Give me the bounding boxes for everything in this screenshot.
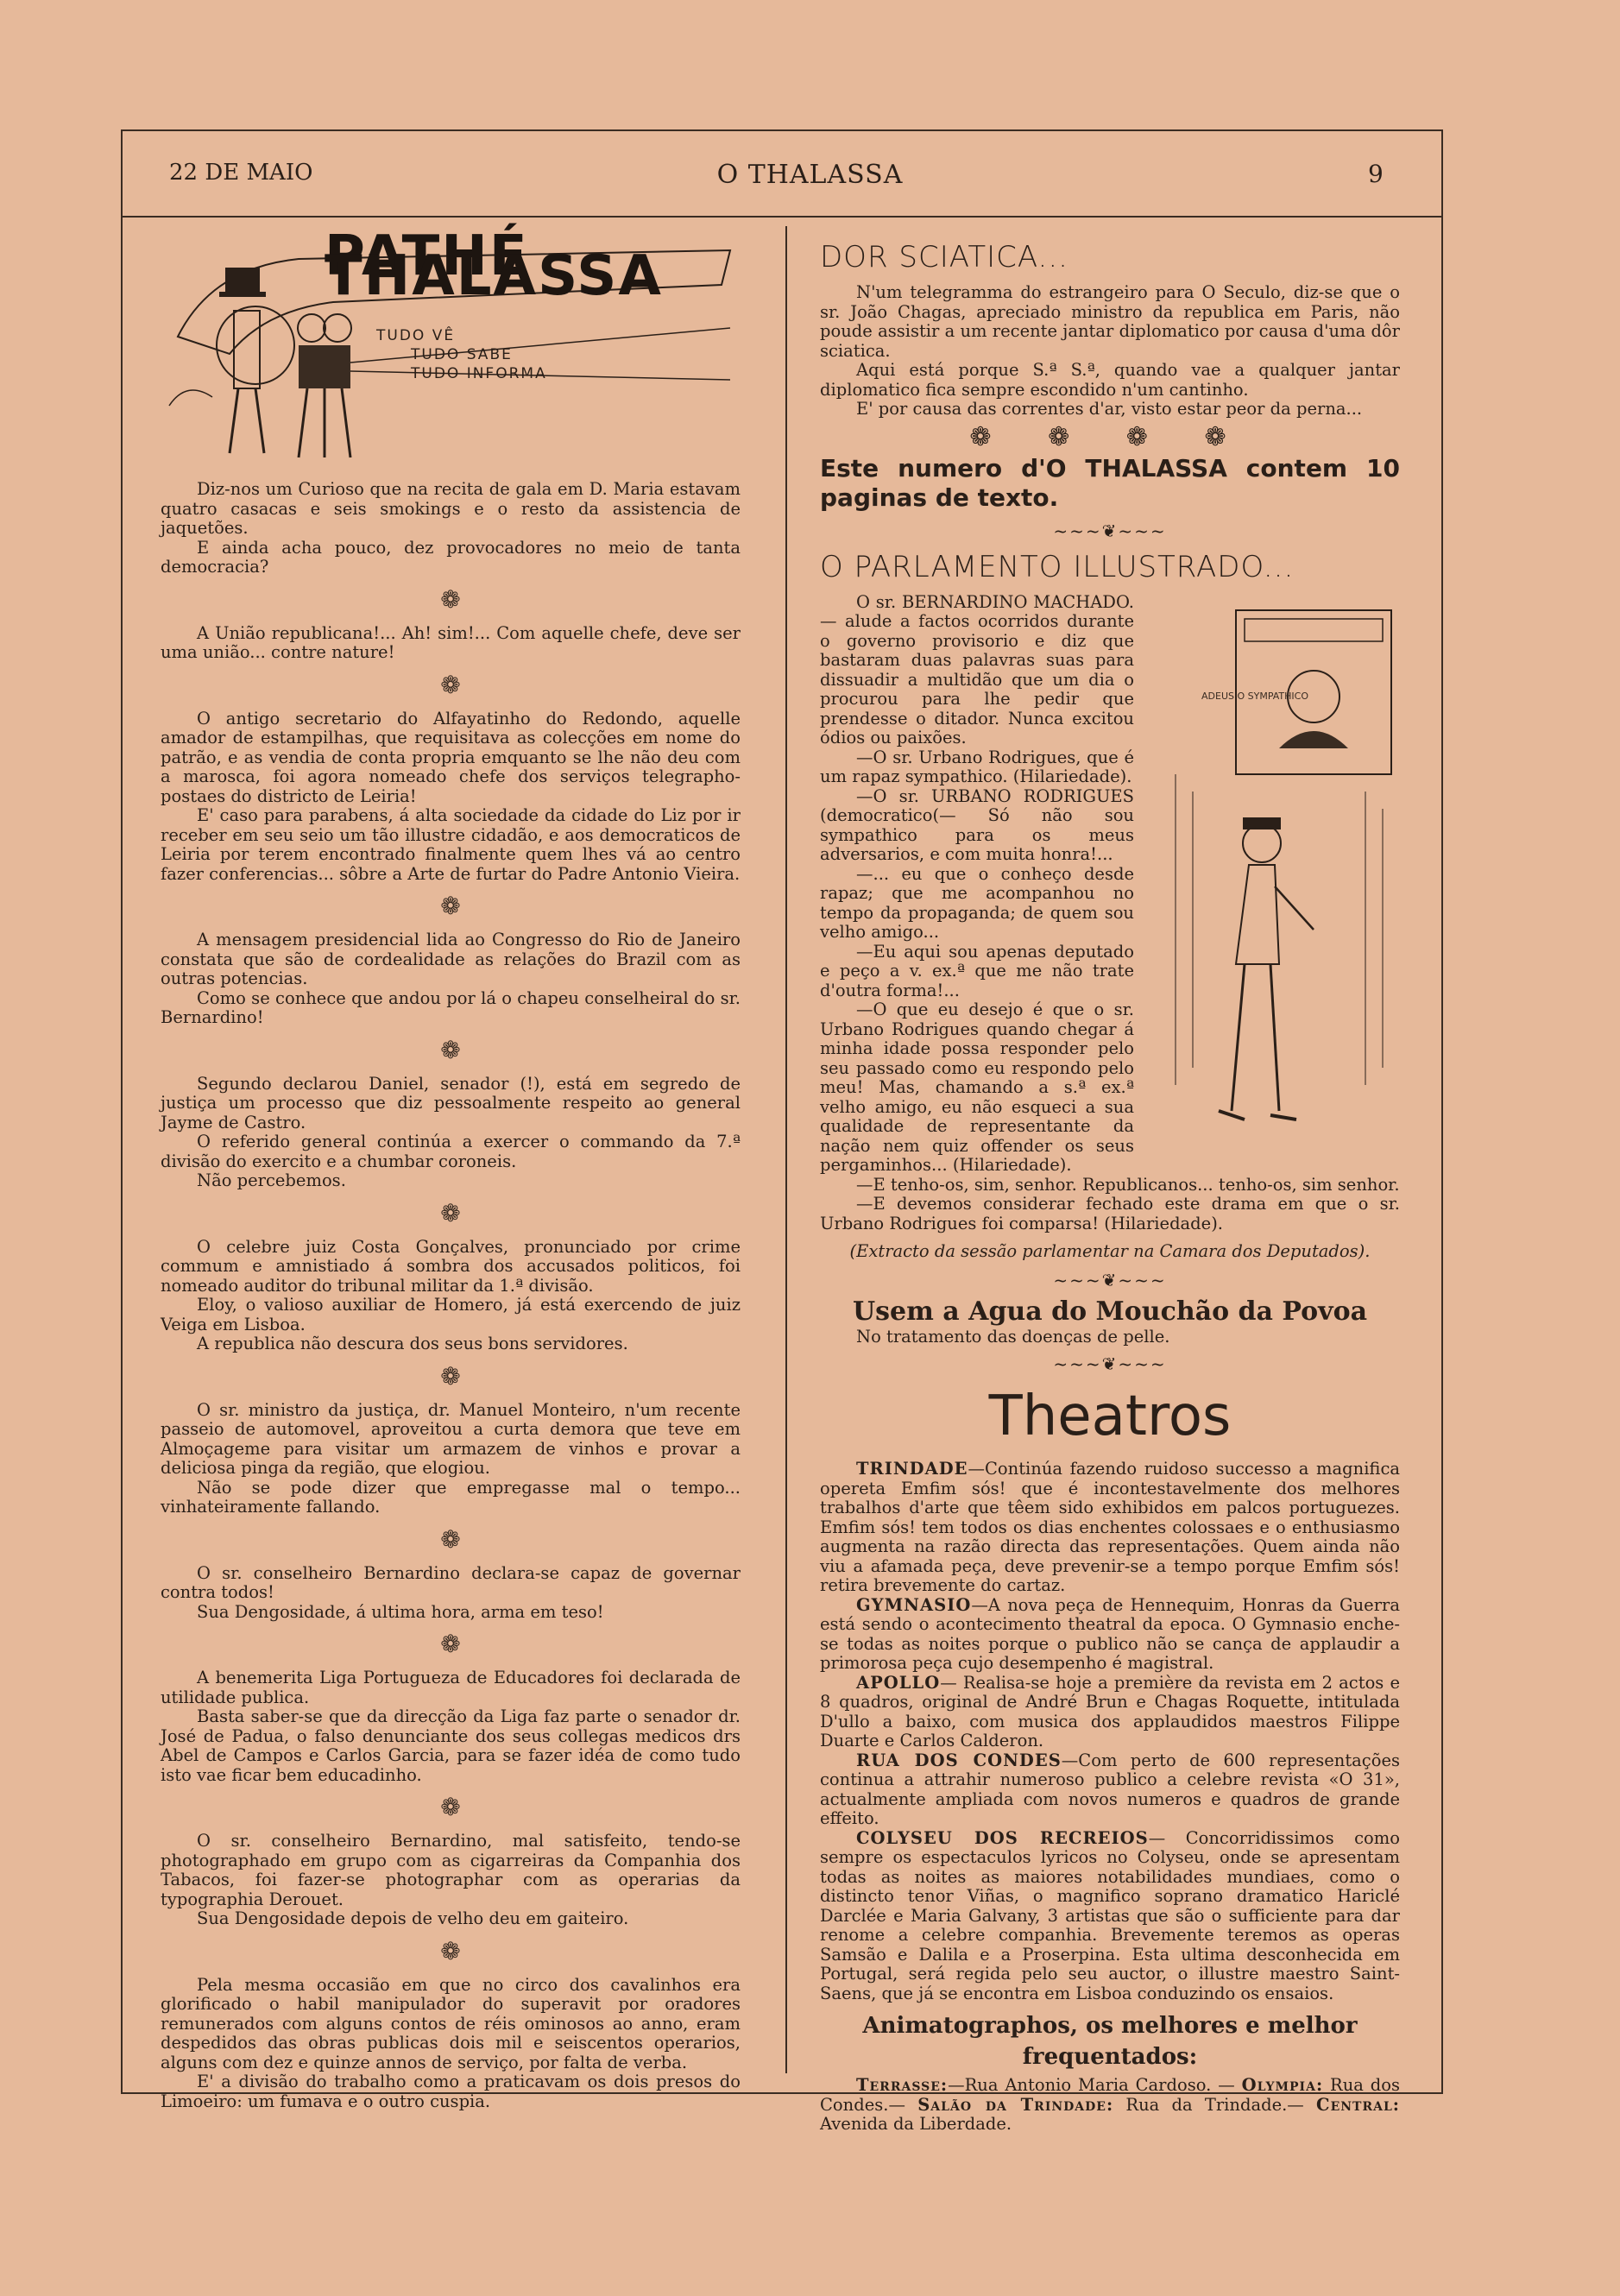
venue-name: Central: (1316, 2094, 1400, 2115)
paragraph: —E tenho-os, sim, senhor. Republicanos... tenho-os, sim senhor. (856, 1174, 1400, 1195)
ornament-icon: ❁ (440, 1936, 461, 1965)
paragraph: —O que eu desejo é que o sr. Urbano Rodrigues quando chegar á minha idade possa responder pelo seu passado como eu respondo pelo meu! Mas, chamando a s.ª ex.ª velho amigo, eu não esqueci a sua qualidade de representante da nação nem quiz offender os seus pergaminhos... (Hilariedade). (820, 1000, 1134, 1175)
deputy-caricature-illustration (1150, 602, 1400, 1137)
paragraph: Aqui está porque S.ª S.ª, quando vae a qualquer jantar diplomatico fica sempre escondido n'um cantinho. (820, 360, 1400, 400)
paragraph: E' a divisão do trabalho como a praticavam os dois presos do Limoeiro: um fumava e o outro cuspia. (161, 2072, 741, 2111)
paragraph: O referido general continúa a exercer o commando da 7.ª divisão do exercito e a chumbar coroneis. (161, 1132, 741, 1171)
paragraph: Não percebemos. (197, 1170, 346, 1190)
theatre-listing (820, 1751, 1400, 1829)
logo-title: PATHÉ THALASSA (325, 224, 663, 308)
ornament-icon: ❁ (440, 1524, 461, 1554)
paragraph: —E devemos considerar fechado este drama em que o sr. Urbano Rodrigues foi comparsa! (Hilariedade). (820, 1194, 1400, 1233)
ornament-icon: ❁ (440, 1198, 461, 1227)
venue-text: Rua da Trindade.— (1113, 2094, 1304, 2115)
ornament-icon: ❁ (440, 892, 461, 920)
paragraph: A mensagem presidencial lida ao Congresso do Rio de Janeiro constata que são de cordealidade as relações do Brazil com as outras potencias. (161, 930, 741, 988)
theatre-listing (820, 1460, 1400, 1596)
flourish-divider: ~~~❦~~~ (1053, 1353, 1167, 1374)
paragraph: Como se conhece que andou por lá o chapeu conselheiral do sr. Bernardino! (161, 987, 741, 1027)
paragraph: —... eu que o conheço desde rapaz; que me acompanhou no tempo da propaganda; de quem sou velho amigo... (820, 863, 1134, 942)
parlamento-caption: (Extracto da sessão parlamentar na Camara dos Deputados). (849, 1241, 1371, 1261)
theatre-name: COLYSEU DOS RECREIOS (856, 1827, 1149, 1848)
paragraph: Diz-nos um Curioso que na recita de gala em D. Maria estavam quatro casacas e seis smokings e o resto da assistencia de jaquetões. (161, 479, 741, 538)
paragraph: —O sr. Urbano Rodrigues, que é um rapaz sympathico. (Hilariedade). (820, 747, 1134, 786)
paragraph: Eloy, o valioso auxiliar de Homero, já está exercendo de juiz Veiga em Lisboa. (161, 1295, 741, 1334)
venue-text: Avenida da Liberdade. (820, 2114, 1012, 2134)
paragraph: Segundo declarou Daniel, senador (!), está em segredo de justiça um processo que diz pessoalmente respeito ao general Jayme de Castro. (161, 1073, 741, 1132)
paragraph: A União republicana!... Ah! sim!... Com aquelle chefe, deve ser uma união... contre nature! (161, 622, 741, 662)
agua-advert-heading: Usem a Agua do Mouchão da Povoa (852, 1296, 1368, 1327)
theatre-name: TRINDADE (856, 1459, 968, 1479)
theatre-text: —Com perto de 600 representações continua a attrahir numeroso publico a celebre revista «O 31», actualmente ampliada com novos numeros e quadros de grande effeito. (820, 1750, 1401, 1828)
paragraph: O sr. ministro da justiça, dr. Manuel Monteiro, n'um recente passeio de automovel, aproveitou a curta demora que teve em Almoçageme para visitar um armazem de vinhos e provar a deliciosa pinga da região, que elogiou. (161, 1399, 741, 1478)
venue-text: —Rua Antonio Maria Cardoso. — (948, 2075, 1235, 2095)
pathe-thalassa-logo (161, 224, 747, 466)
right-column (820, 233, 1400, 2135)
animatographos-heading: Animatographos, os melhores e melhor frequentados: (862, 2013, 1358, 2070)
logo-line-2: TUDO SABE (411, 346, 513, 363)
paragraph: Sua Dengosidade, á ultima hora, arma em teso! (197, 1601, 604, 1622)
venue-text: Rua dos Condes.— (820, 2075, 1400, 2115)
theatre-text: — Realisa-se hoje a première da revista em 2 actos e 8 quadros, original de André Brun e Chagas Roquette, intitulada D'ullo a baixo, com musica dos applaudidos maestros Filippe Duarte e Carlos Calderon. (820, 1672, 1400, 1750)
venue-name: Terrasse: (856, 2075, 949, 2095)
theatre-text: —Continúa fazendo ruidoso successo a magnifica opereta Emfim sós! que é incontestavelmente dos melhores trabalhos d'arte que têem sido exhibidos em palcos portuguezes. Emfim sós! tem todos os dias enchentes colossaes e o enthusiasmo augmenta na razão directa das representações. Quem ainda não viu a afamada peça, deve prevenir-se a tempo porque Emfim sós! retira brevemente do cartaz. (820, 1459, 1400, 1595)
ornament-row: ❁ ❁ ❁ ❁ (969, 421, 1251, 452)
paragraph: A republica não descura dos seus bons servidores. (197, 1334, 628, 1353)
theatre-text: — Concorridissimos como sempre os espectaculos lyricos no Colyseu, onde se apresentam todas as noites as maiores notabilidades mundiaes, como o distincto tenor Viñas, o magnifico soprano dramatico Hariclé Darclée e Maria Galvany, 3 artistas que são o sufficiente para dar renome a celebre companhia. Brevemente teremos as operas Samsão e Dalila e a Proserpina. Esta ultima desconhecida em Portugal, será regida pelo seu auctor, o illustre maestro Saint-Saens, que já se encontra em Lisboa conduzindo os ensaios. (820, 1827, 1400, 2003)
column-divider (785, 226, 787, 2073)
ornament-icon: ❁ (440, 584, 461, 614)
logo-line-3: TUDO INFORMA (411, 365, 547, 382)
theatros-heading: Theatros (988, 1385, 1232, 1448)
header-page-number: 9 (1368, 160, 1384, 188)
animatographos-listing (820, 2076, 1400, 2135)
paragraph: E' caso para parabens, á alta sociedade da cidade do Liz por ir receber em seu seio um tão illustre cidadão, e aos democraticos de Leiria por terem encontrado finalmente quem lhes vá ao centro fazer conferencias... sôbre a Arte de furtar do Padre Antonio Vieira. (161, 805, 741, 884)
header-date: 22 DE MAIO (169, 160, 313, 186)
venue-name: Olympia: (1241, 2075, 1324, 2095)
paragraph: E ainda acha pouco, dez provocadores no meio de tanta democracia? (161, 537, 741, 577)
paragraph: —Eu aqui sou apenas deputado e peço a v. ex.ª que me não trate d'outra forma!... (820, 941, 1134, 1000)
paragraph: Não se pode dizer que empregasse mal o tempo... vinhateiramente fallando. (161, 1477, 741, 1517)
ornament-icon: ❁ (440, 670, 461, 699)
header-title: O THALASSA (716, 160, 904, 190)
theatre-name: RUA DOS CONDES (856, 1750, 1062, 1770)
ornament-icon: ❁ (440, 1361, 461, 1391)
logo-line-1: TUDO VÊ (376, 327, 456, 344)
section-title-parlamento: O PARLAMENTO ILLUSTRADO... (820, 549, 1295, 584)
paragraph: O sr. BERNARDINO MACHADO.— alude a factos ocorridos durante o governo provisorio e diz que bastaram duas palavras suas para dissuadir a multidão que um dia o procurou para lhe pedir que prendesse o ditador. Nunca excitou ódios ou paixões. (820, 591, 1134, 747)
paragraph: Pela mesma occasião em que no circo dos cavalinhos era glorificado o habil manipulador do superavit por oradores remunerados com alguns contos de réis ominosos ao anno, eram despedidos das obras publicas dois mil e seiscentos operarios, alguns com dez e quinze annos de serviço, por falta de verba. (161, 1974, 741, 2072)
paragraph: O antigo secretario do Alfayatinho do Redondo, aquelle amador de estampilhas, que requisitava as colecções em nome do patrão, e as vendia de conta propria emquanto se lhe não deu com a marosca, foi agora nomeado chefe dos serviços telegrapho-postaes do districto de Leiria! (161, 708, 741, 806)
section-title-dor-sciatica: DOR SCIATICA... (820, 240, 1068, 274)
paragraph: O celebre juiz Costa Gonçalves, pronunciado por crime commum e amnistiado á sombra dos accusados politicos, foi nomeado auditor do tribunal militar da 1.ª divisão. (161, 1236, 741, 1296)
flourish-divider: ~~~❦~~~ (1053, 1269, 1167, 1290)
paragraph: E' por causa das correntes d'ar, visto estar peor da perna... (856, 399, 1363, 419)
ornament-icon: ❁ (440, 1630, 461, 1658)
illustration-sign-text: ADEUS O SYMPATHICO (1201, 690, 1308, 702)
theatre-name: APOLLO (856, 1672, 941, 1693)
paragraph: Sua Dengosidade depois de velho deu em gaiteiro. (197, 1908, 629, 1928)
left-column (161, 224, 741, 2111)
agua-advert-subline: No tratamento das doenças de pelle. (856, 1327, 1170, 1347)
ornament-icon: ❁ (440, 1793, 461, 1821)
paragraph: A benemerita Liga Portugueza de Educadores foi declarada de utilidade publica. (161, 1668, 741, 1707)
issue-notice: Este numero d'O THALASSA contem 10 paginas de texto. (820, 454, 1400, 512)
header-rule (121, 216, 1443, 218)
paragraph: O sr. conselheiro Bernardino, mal satisfeito, tendo-se photographado em grupo com as cigarreiras da Companhia dos Tabacos, foi fazer-se photographar com as operarias da typographia Derouet. (161, 1831, 741, 1909)
paragraph: N'um telegramma do estrangeiro para O Seculo, diz-se que o sr. João Chagas, apreciado ministro da republica em Paris, não poude assistir a um recente jantar diplomatico por causa d'uma dôr sciatica. (820, 282, 1400, 361)
theatre-text: —A nova peça de Hennequim, Honras da Guerra está sendo o acontecimento theatral da epoca. O Gymnasio enche-se todas as noites porque o publico não se cança de applaudir a primorosa peça cujo desempenho é magistral. (820, 1594, 1400, 1673)
theatre-name: GYMNASIO (856, 1594, 972, 1615)
flourish-divider: ~~~❦~~~ (1053, 520, 1167, 541)
ornament-icon: ❁ (440, 1035, 461, 1064)
theatre-listing (820, 1596, 1400, 1674)
paragraph: —O sr. URBANO RODRIGUES (democratico(— Só não sou sympathico para os meus adversarios, e com muita honra!... (820, 785, 1134, 864)
theatre-listing (820, 1829, 1400, 2004)
venue-name: Salão da Trindade: (917, 2094, 1114, 2115)
paragraph: O sr. conselheiro Bernardino declara-se capaz de governar contra todos! (161, 1562, 741, 1602)
theatre-listing (820, 1674, 1400, 1751)
paragraph: Basta saber-se que da direcção da Liga faz parte o senador dr. José de Padua, o falso denunciante dos seus collegas medicos drs Abel de Campos e Carlos Garcia, para se fazer idéa de como tudo isto vae ficar bem educadinho. (161, 1706, 741, 1785)
